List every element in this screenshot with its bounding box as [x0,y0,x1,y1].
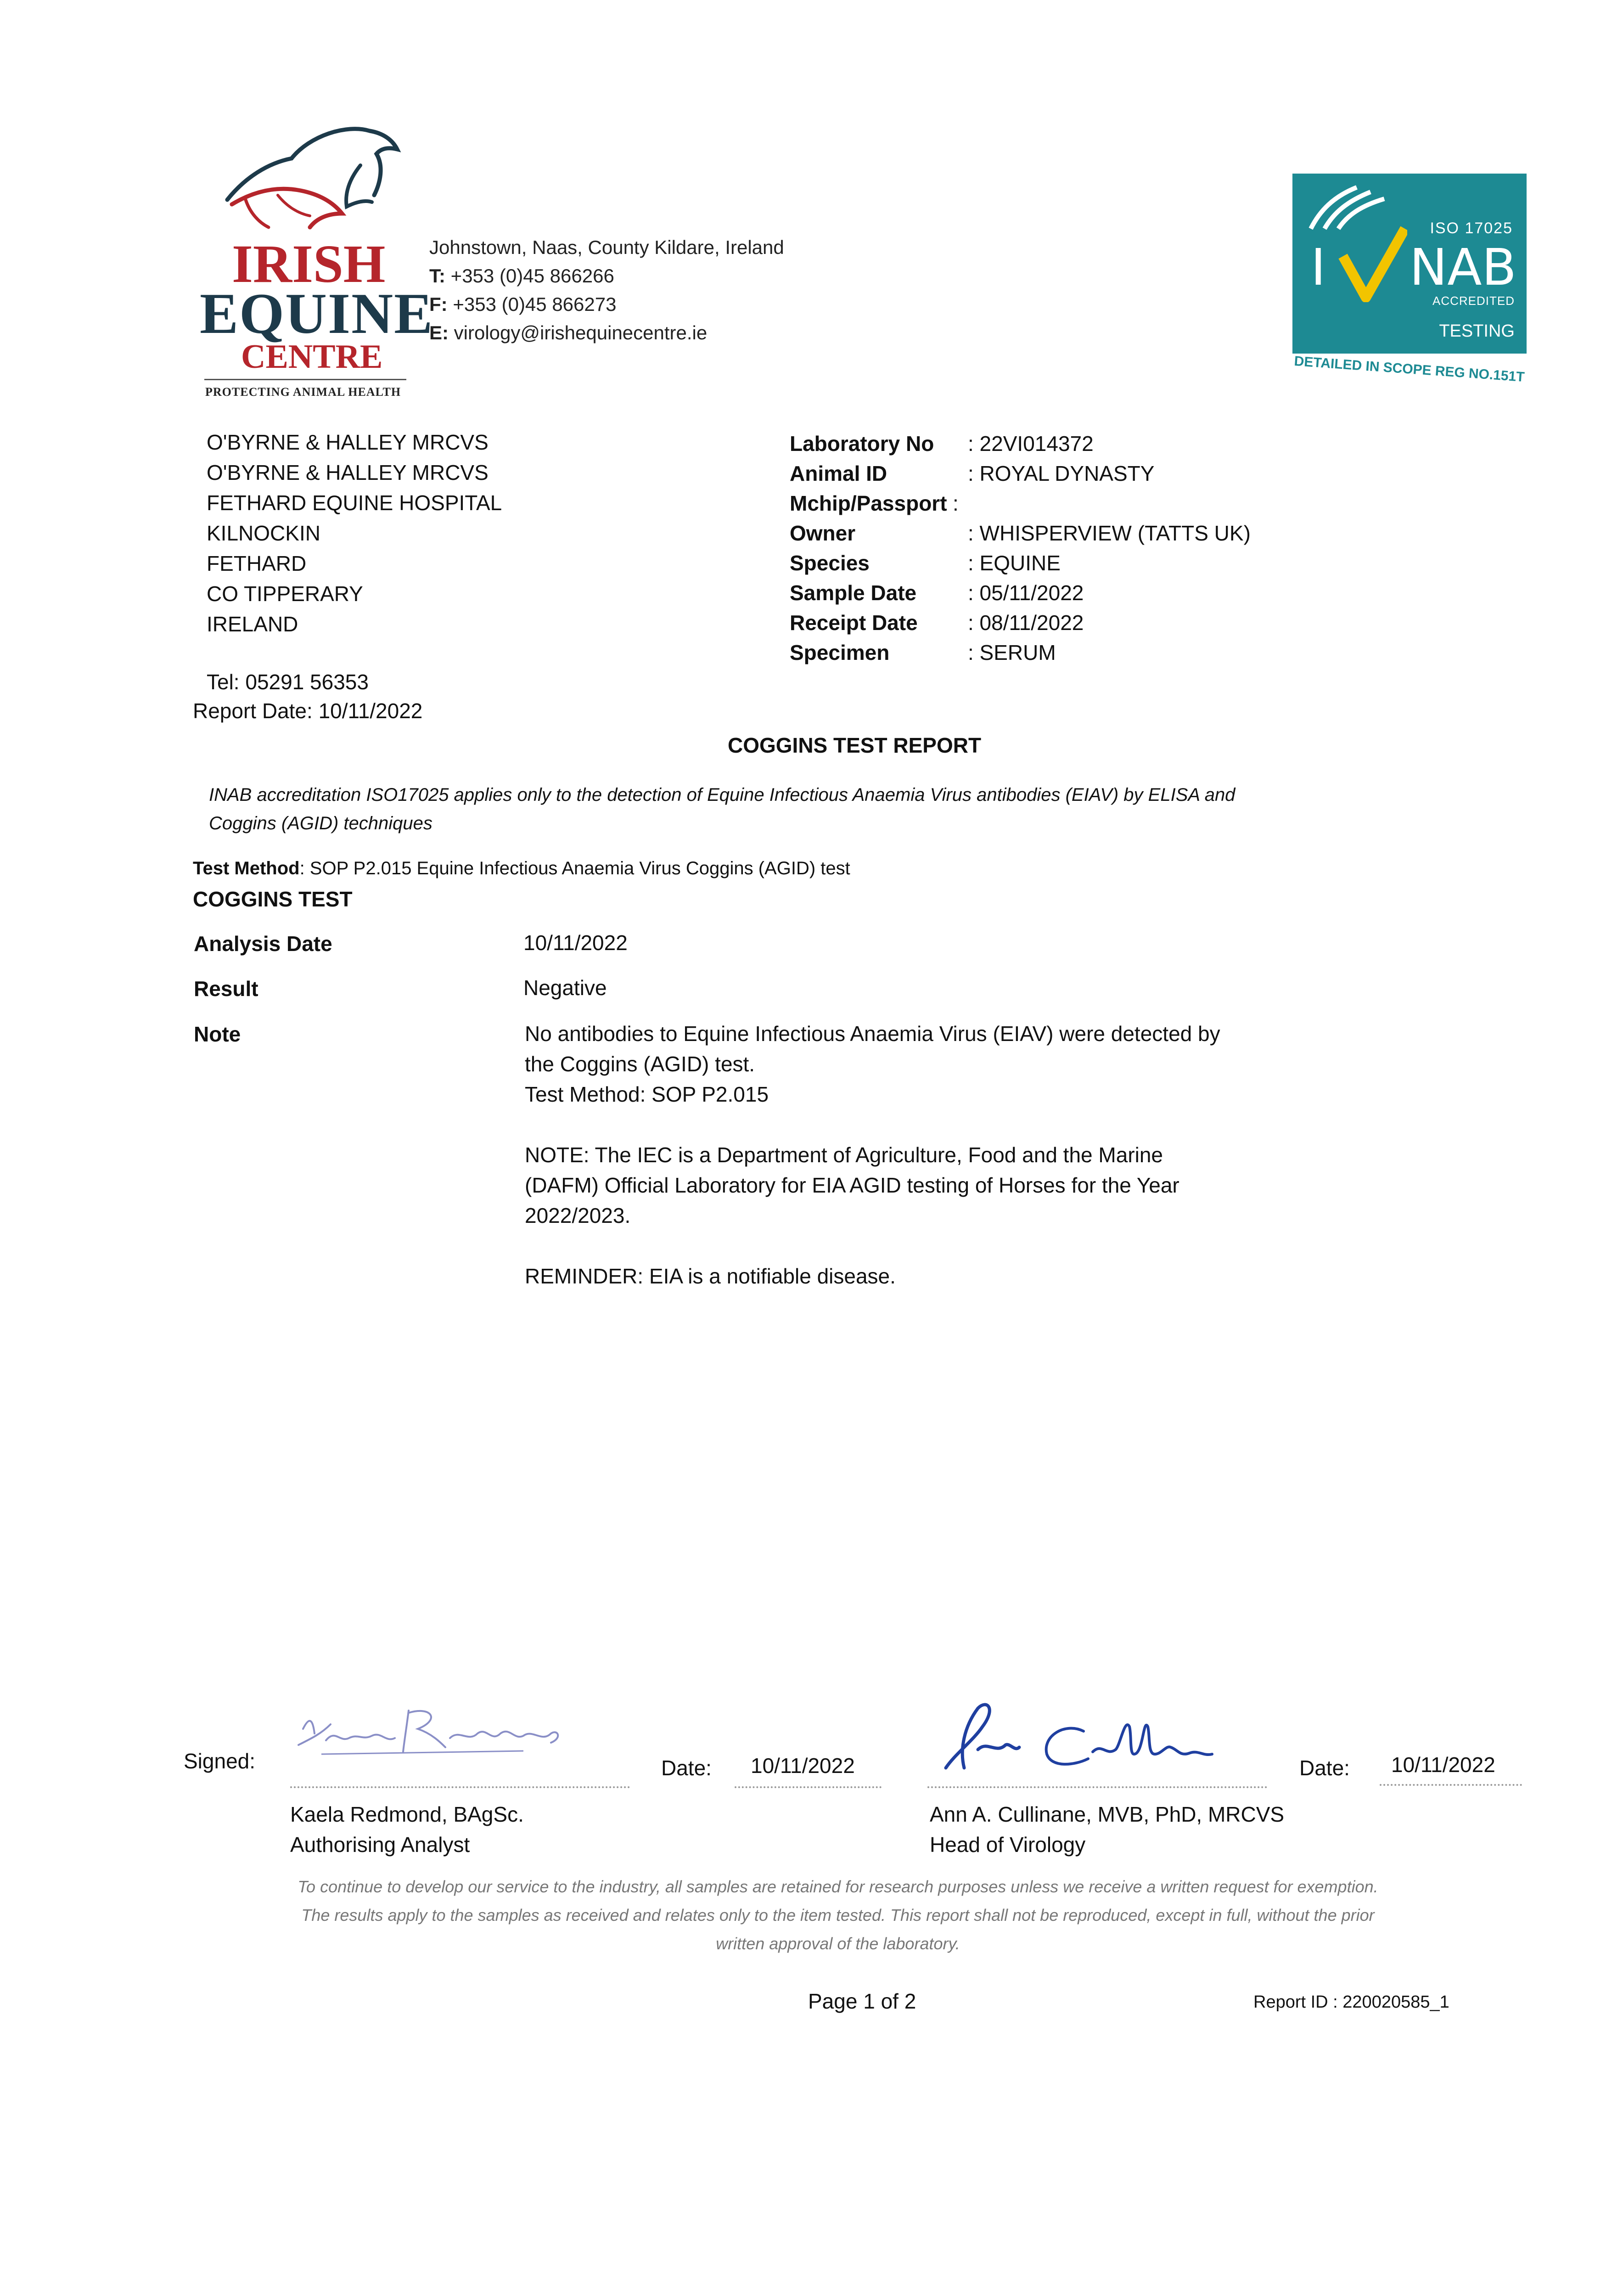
recipient-line: O'BYRNE & HALLEY MRCVS [207,461,489,484]
note-line: the Coggins (AGID) test. [525,1052,755,1076]
lab-fax-row [429,290,842,319]
detail-value: : 08/11/2022 [968,611,1084,635]
lab-address: Johnstown, Naas, County Kildare, Ireland [429,236,784,258]
recipient-line: IRELAND [207,612,298,636]
logo-tagline: PROTECTING ANIMAL HEALTH [205,385,401,399]
footer-line: The results apply to the samples as received and relates only to the item tested. This report shall not be reproduced, except in full, without the prior [301,1906,1375,1925]
test-method-label: Test Method [193,858,300,878]
signatory-right-role: Head of Virology [930,1833,1086,1857]
recipient-line: FETHARD [207,551,307,575]
detail-value: : EQUINE [968,551,1061,575]
result-label: Result [194,977,258,1001]
inab-badge [1292,174,1527,354]
inab-iso: ISO 17025 [1430,219,1513,237]
note-line: No antibodies to Equine Infectious Anaemia Virus (EIAV) were detected by [525,1022,1220,1046]
signed-label: Signed: [184,1749,256,1773]
lab-phone: +353 (0)45 866266 [450,265,614,287]
signatory-left-role: Authorising Analyst [290,1833,470,1857]
signatory-right-name: Ann A. Cullinane, MVB, PhD, MRCVS [930,1802,1285,1826]
date-right-line [1380,1784,1522,1786]
detail-label: Specimen [790,641,890,664]
detail-value: : ROYAL DYNASTY [968,461,1155,485]
phone-label: T: [429,265,445,287]
logo-divider [204,379,406,380]
lab-contact [429,233,842,347]
signature-right-image [927,1699,1258,1782]
inab-testing: TESTING [1439,321,1515,341]
detail-label: Receipt Date [790,611,918,635]
detail-value: : 22VI014372 [968,432,1094,456]
footer-line: written approval of the laboratory. [716,1934,960,1953]
report-date: Report Date: 10/11/2022 [193,699,423,723]
logo-word-centre: CENTRE [241,338,383,376]
signature-left-image [294,1701,569,1766]
note-line: 2022/2023. [525,1204,631,1227]
detail-value: : 05/11/2022 [968,581,1084,605]
test-method [193,855,850,881]
logo-word-irish: IRISH [232,234,386,294]
note-line: Test Method: SOP P2.015 [525,1082,769,1106]
note-label: Note [194,1022,241,1046]
detail-label: Laboratory No [790,432,934,456]
recipient-line: FETHARD EQUINE HOSPITAL [207,491,502,515]
detail-label: Sample Date [790,581,917,605]
report-title: COGGINS TEST REPORT [728,733,982,757]
section-title: COGGINS TEST [193,887,353,911]
date-left-line [735,1786,882,1788]
recipient-line: KILNOCKIN [207,521,320,545]
tick-icon [1338,224,1407,302]
signatory-left-name: Kaela Redmond, BAgSc. [290,1802,524,1826]
detail-value: : WHISPERVIEW (TATTS UK) [968,521,1251,545]
accreditation-note-line: INAB accreditation ISO17025 applies only to the detection of Equine Infectious Anaemia Virus antibodies (EIAV) by ELISA and [209,785,1236,805]
accreditation-note-line: Coggins (AGID) techniques [209,813,432,833]
detail-label: Animal ID [790,461,887,485]
date-label-right: Date: [1299,1756,1350,1780]
note-line: NOTE: The IEC is a Department of Agriculture, Food and the Marine [525,1143,1163,1167]
note-text [525,1019,1305,1291]
footer-line: To continue to develop our service to the industry, all samples are retained for research purposes unless we receive a written request for exemption. [298,1877,1378,1896]
analysis-date-value: 10/11/2022 [523,931,628,955]
date-value-right: 10/11/2022 [1391,1753,1495,1777]
detail-value: : [953,491,959,515]
note-line: (DAFM) Official Laboratory for EIA AGID testing of Horses for the Year [525,1173,1179,1197]
inab-letter-i: I [1311,238,1326,297]
date-label-left: Date: [661,1756,712,1780]
result-value: Negative [523,976,607,1000]
inab-accredited: ACCREDITED [1432,294,1515,308]
recipient-line: O'BYRNE & HALLEY MRCVS [207,430,489,454]
signatory-left [290,1799,524,1860]
detail-label: Species [790,551,870,575]
detail-label: Owner [790,521,856,545]
lab-fax: +353 (0)45 866273 [453,293,617,315]
horse-logo-icon [218,122,411,246]
note-line: REMINDER: EIA is a notifiable disease. [525,1264,896,1288]
lab-phone-row [429,262,842,290]
lab-logo [200,122,434,406]
detail-value: : SERUM [968,641,1056,664]
sample-details [790,428,1341,676]
lab-email-row [429,319,842,347]
detail-label: Mchip/Passport [790,491,947,515]
recipient-tel: Tel: 05291 56353 [207,670,369,694]
date-value-left: 10/11/2022 [751,1754,855,1778]
email-label: E: [429,322,449,343]
recipient-address [207,427,502,639]
test-method-value: : SOP P2.015 Equine Infectious Anaemia Virus Coggins (AGID) test [299,858,850,878]
report-id: Report ID : 220020585_1 [1253,1992,1449,2012]
analysis-date-label: Analysis Date [194,932,332,956]
logo-word-equine: EQUINE [200,282,434,346]
inab-scope: DETAILED IN SCOPE REG NO.151T [1293,354,1525,385]
signature-left [294,1701,569,1768]
inab-letters: NAB [1410,238,1516,297]
signature-right-text: Ann Cullinane [973,1779,977,1780]
signature-left-line [290,1786,630,1788]
lab-email: virology@irishequinecentre.ie [454,322,708,343]
accreditation-note [209,781,1235,838]
footer-disclaimer [230,1873,1446,1958]
signature-right [927,1699,1258,1784]
signature-right-line [927,1786,1267,1788]
fax-label: F: [429,293,448,315]
signature-left-text: Kaela Redmond [321,1763,325,1764]
recipient-line: CO TIPPERARY [207,582,363,606]
signatory-right [930,1799,1284,1860]
page-number: Page 1 of 2 [808,1989,916,2013]
